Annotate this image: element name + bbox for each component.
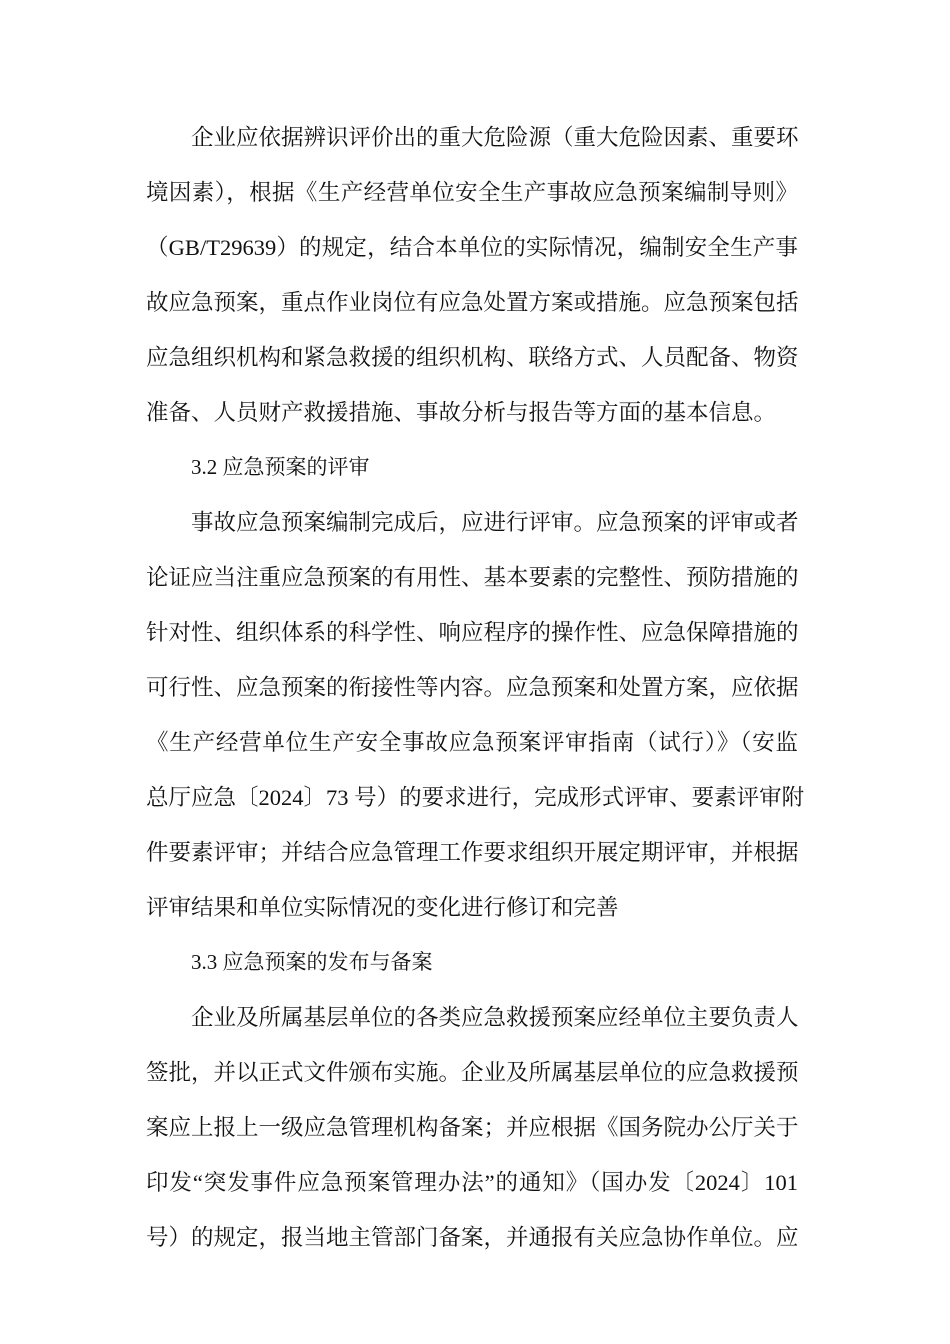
paragraph-line: 企业应依据辨识评价出的重大危险源（重大危险因素、重要环 [191, 125, 799, 150]
paragraph-line: 论证应当注重应急预案的有用性、基本要素的完整性、预防措施的 [146, 565, 799, 590]
paragraph-line: 企业及所属基层单位的各类应急救援预案应经单位主要负责人 [191, 1005, 799, 1030]
paragraph-line: （GB/T29639）的规定，结合本单位的实际情况，编制安全生产事 [146, 235, 798, 260]
paragraph-line: 应急组织机构和紧急救援的组织机构、联络方式、人员配备、物资 [146, 345, 799, 370]
paragraph-plan-review [146, 495, 805, 935]
paragraph-emergency-plan-compilation [146, 110, 798, 440]
section-heading-3-2: 3.2 应急预案的评审 [191, 455, 370, 479]
paragraph-line: 评审结果和单位实际情况的变化进行修订和完善 [146, 895, 619, 920]
section-heading-3-3: 3.3 应急预案的发布与备案 [191, 950, 433, 974]
paragraph-line: 签批，并以正式文件颁布实施。企业及所属基层单位的应急救援预 [146, 1060, 799, 1085]
paragraph-line: 境因素），根据《生产经营单位安全生产事故应急预案编制导则》 [146, 180, 798, 205]
paragraph-line: 可行性、应急预案的衔接性等内容。应急预案和处置方案，应依据 [146, 675, 799, 700]
paragraph-plan-release-filing [146, 990, 798, 1265]
paragraph-line: 件要素评审；并结合应急管理工作要求组织开展定期评审，并根据 [146, 840, 799, 865]
document-page [146, 110, 805, 1265]
paragraph-line: 针对性、组织体系的科学性、响应程序的操作性、应急保障措施的 [146, 620, 799, 645]
paragraph-line: 事故应急预案编制完成后，应进行评审。应急预案的评审或者 [191, 510, 799, 535]
paragraph-line: 案应上报上一级应急管理机构备案；并应根据《国务院办公厅关于 [146, 1115, 799, 1140]
paragraph-line: 印发“突发事件应急预案管理办法”的通知》（国办发〔2024〕101 [146, 1170, 798, 1195]
paragraph-line: 故应急预案，重点作业岗位有应急处置方案或措施。应急预案包括 [146, 290, 799, 315]
paragraph-line: 准备、人员财产救援措施、事故分析与报告等方面的基本信息。 [146, 400, 777, 425]
paragraph-line: 号）的规定，报当地主管部门备案，并通报有关应急协作单位。应 [146, 1225, 799, 1250]
paragraph-line: 《生产经营单位生产安全事故应急预案评审指南（试行）》（安监 [146, 730, 798, 755]
paragraph-line: 总厅应急〔2024〕73 号）的要求进行，完成形式评审、要素评审附 [146, 785, 805, 810]
